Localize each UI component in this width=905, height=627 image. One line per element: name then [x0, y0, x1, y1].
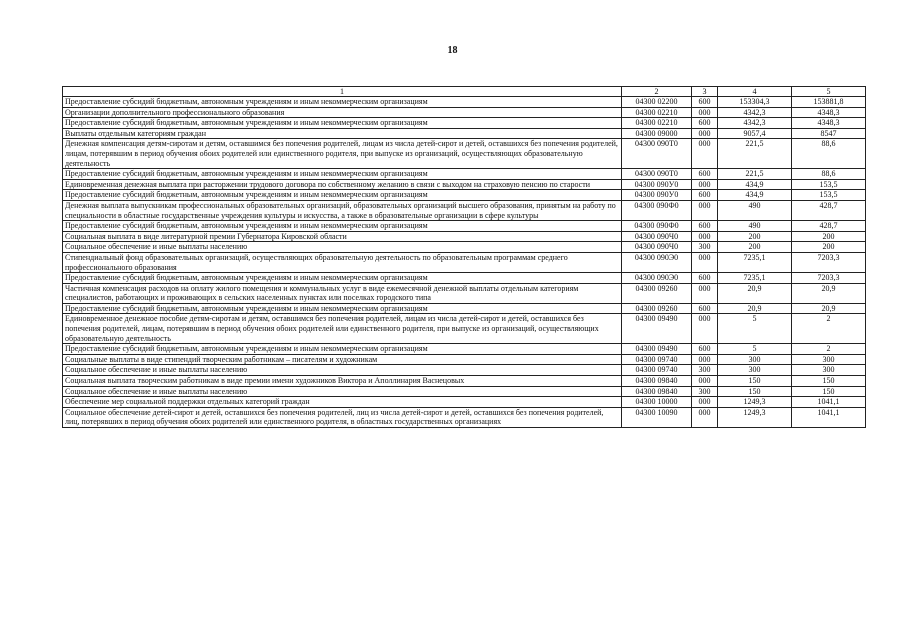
table-row	[63, 190, 866, 201]
table-row	[63, 344, 866, 355]
row-amount-col5-cell: 4348,3	[792, 118, 866, 129]
row-amount-col4-cell: 150	[718, 376, 792, 387]
row-name-cell: Денежная компенсация детям-сиротам и детям, оставшимся без попечения родителей, лицам из числа детей-сирот и детей, оставшихся без попечения родителей, лицам, потерявшим в период обучения обоих родителей или единственного родителя, при выпуске из организаций, осуществляющих образовательную деятельность	[63, 139, 622, 169]
row-type-cell: 000	[692, 128, 718, 139]
row-amount-col5-cell: 7203,3	[792, 273, 866, 284]
row-name-cell: Социальная выплата творческим работникам в виде премии имени художников Виктора и Аполлинария Васнецовых	[63, 376, 622, 387]
row-amount-col5-cell: 428,7	[792, 221, 866, 232]
row-amount-col4-cell: 4342,3	[718, 118, 792, 129]
row-type-cell: 000	[692, 376, 718, 387]
row-amount-col4-cell: 9057,4	[718, 128, 792, 139]
row-code-cell: 04300 090Ф0	[622, 200, 692, 220]
row-amount-col4-cell: 221,5	[718, 139, 792, 169]
row-code-cell: 04300 09000	[622, 128, 692, 139]
table-header-row	[63, 87, 866, 97]
row-code-cell: 04300 090Ч0	[622, 231, 692, 242]
row-name-cell: Предоставление субсидий бюджетным, автономным учреждениям и иным некоммерческим организациям	[63, 190, 622, 201]
row-name-cell: Социальное обеспечение и иные выплаты населению	[63, 242, 622, 253]
page-number: 18	[447, 45, 458, 56]
row-type-cell: 300	[692, 386, 718, 397]
row-amount-col4-cell: 490	[718, 200, 792, 220]
table-row	[63, 200, 866, 220]
table-row	[63, 314, 866, 344]
row-code-cell: 04300 090Э0	[622, 273, 692, 284]
row-type-cell: 600	[692, 97, 718, 108]
row-code-cell: 04300 09840	[622, 376, 692, 387]
row-amount-col4-cell: 434,9	[718, 190, 792, 201]
row-name-cell: Социальное обеспечение и иные выплаты населению	[63, 365, 622, 376]
table-row	[63, 283, 866, 303]
row-name-cell: Денежная выплата выпускникам профессиональных образовательных организаций, образовательных организаций высшего образования, принятым на работу по специальности в областные государственные учреждения культуры и искусства, а также в образовательные организации в сфере культуры	[63, 200, 622, 220]
row-amount-col5-cell: 4348,3	[792, 107, 866, 118]
row-amount-col4-cell: 200	[718, 242, 792, 253]
table-row	[63, 242, 866, 253]
row-amount-col4-cell: 1249,3	[718, 397, 792, 408]
table-row	[63, 397, 866, 408]
row-code-cell: 04300 09740	[622, 354, 692, 365]
column-header-3: 3	[692, 87, 718, 97]
row-type-cell: 000	[692, 107, 718, 118]
row-type-cell: 600	[692, 221, 718, 232]
row-amount-col5-cell: 2	[792, 314, 866, 344]
table-row	[63, 221, 866, 232]
table-row	[63, 365, 866, 376]
table-row	[63, 252, 866, 272]
row-code-cell: 04300 10090	[622, 407, 692, 427]
row-code-cell: 04300 09260	[622, 303, 692, 314]
row-code-cell: 04300 090У0	[622, 190, 692, 201]
row-name-cell: Стипендиальный фонд образовательных организаций, осуществляющих образовательную деятельность по образовательным программам среднего профессионального образования	[63, 252, 622, 272]
row-name-cell: Предоставление субсидий бюджетным, автономным учреждениям и иным некоммерческим организациям	[63, 344, 622, 355]
row-type-cell: 000	[692, 200, 718, 220]
table-row	[63, 139, 866, 169]
row-name-cell: Социальные выплаты в виде стипендий творческим работникам – писателям и художникам	[63, 354, 622, 365]
budget-table	[62, 86, 866, 428]
row-name-cell: Предоставление субсидий бюджетным, автономным учреждениям и иным некоммерческим организациям	[63, 97, 622, 108]
row-type-cell: 000	[692, 397, 718, 408]
row-amount-col4-cell: 490	[718, 221, 792, 232]
row-amount-col5-cell: 1041,1	[792, 407, 866, 427]
row-amount-col4-cell: 5	[718, 344, 792, 355]
column-header-5: 5	[792, 87, 866, 97]
row-code-cell: 04300 090Э0	[622, 252, 692, 272]
row-code-cell: 04300 09490	[622, 344, 692, 355]
row-amount-col5-cell: 428,7	[792, 200, 866, 220]
row-amount-col4-cell: 20,9	[718, 303, 792, 314]
row-amount-col4-cell: 300	[718, 354, 792, 365]
table-row	[63, 179, 866, 190]
row-amount-col5-cell: 153,5	[792, 190, 866, 201]
row-amount-col4-cell: 4342,3	[718, 107, 792, 118]
row-type-cell: 600	[692, 190, 718, 201]
row-code-cell: 04300 09490	[622, 314, 692, 344]
budget-table-body	[63, 87, 866, 428]
row-name-cell: Социальное обеспечение и иные выплаты населению	[63, 386, 622, 397]
row-type-cell: 600	[692, 303, 718, 314]
row-amount-col4-cell: 7235,1	[718, 252, 792, 272]
table-row	[63, 128, 866, 139]
table-row	[63, 386, 866, 397]
row-amount-col5-cell: 200	[792, 231, 866, 242]
row-amount-col4-cell: 20,9	[718, 283, 792, 303]
row-amount-col4-cell: 7235,1	[718, 273, 792, 284]
row-type-cell: 000	[692, 354, 718, 365]
table-row	[63, 376, 866, 387]
row-amount-col5-cell: 88,6	[792, 169, 866, 180]
row-type-cell: 600	[692, 273, 718, 284]
row-code-cell: 04300 090Ч0	[622, 242, 692, 253]
row-amount-col5-cell: 153,5	[792, 179, 866, 190]
row-amount-col4-cell: 300	[718, 365, 792, 376]
row-code-cell: 04300 09260	[622, 283, 692, 303]
row-code-cell: 04300 090Т0	[622, 139, 692, 169]
row-amount-col5-cell: 153881,8	[792, 97, 866, 108]
row-name-cell: Частичная компенсация расходов на оплату жилого помещения и коммунальных услуг в виде ежемесячной денежной выплаты отдельным категориям специалистов, работающих и проживающих в сельских населенных пунктах или поселках городского типа	[63, 283, 622, 303]
row-code-cell: 04300 090Ф0	[622, 221, 692, 232]
row-type-cell: 000	[692, 139, 718, 169]
row-amount-col5-cell: 300	[792, 365, 866, 376]
row-type-cell: 600	[692, 118, 718, 129]
column-header-1: 1	[63, 87, 622, 97]
row-type-cell: 300	[692, 365, 718, 376]
table-row	[63, 107, 866, 118]
row-type-cell: 000	[692, 283, 718, 303]
table-row	[63, 354, 866, 365]
row-type-cell: 300	[692, 242, 718, 253]
row-amount-col5-cell: 200	[792, 242, 866, 253]
row-amount-col5-cell: 150	[792, 376, 866, 387]
row-amount-col4-cell: 1249,3	[718, 407, 792, 427]
row-name-cell: Единовременное денежное пособие детям-сиротам и детям, оставшимся без попечения родителей, лицам из числа детей-сирот и детей, оставшихся без попечения родителей, лицам, потерявшим в период обучения обоих родителей или единственного родителя, при выпуске из организаций, осуществляющих образовательную деятельность	[63, 314, 622, 344]
row-amount-col4-cell: 221,5	[718, 169, 792, 180]
row-name-cell: Предоставление субсидий бюджетным, автономным учреждениям и иным некоммерческим организациям	[63, 169, 622, 180]
row-amount-col5-cell: 20,9	[792, 283, 866, 303]
row-amount-col4-cell: 5	[718, 314, 792, 344]
table-row	[63, 231, 866, 242]
row-code-cell: 04300 02200	[622, 97, 692, 108]
row-amount-col4-cell: 150	[718, 386, 792, 397]
row-type-cell: 000	[692, 179, 718, 190]
row-name-cell: Предоставление субсидий бюджетным, автономным учреждениям и иным некоммерческим организациям	[63, 273, 622, 284]
row-name-cell: Социальное обеспечение детей-сирот и детей, оставшихся без попечения родителей, лиц из числа детей-сирот и детей, оставшихся без попечения родителей, лиц, потерявших в период обучения обоих родителей или единственного родителя, в областных государственных организациях	[63, 407, 622, 427]
row-code-cell: 04300 02210	[622, 118, 692, 129]
column-header-2: 2	[622, 87, 692, 97]
row-type-cell: 600	[692, 169, 718, 180]
column-header-4: 4	[718, 87, 792, 97]
table-row	[63, 169, 866, 180]
row-amount-col5-cell: 20,9	[792, 303, 866, 314]
row-name-cell: Социальная выплата в виде литературной премии Губернатора Кировской области	[63, 231, 622, 242]
row-amount-col5-cell: 1041,1	[792, 397, 866, 408]
row-code-cell: 04300 090Т0	[622, 169, 692, 180]
row-amount-col4-cell: 434,9	[718, 179, 792, 190]
row-code-cell: 04300 09840	[622, 386, 692, 397]
row-amount-col5-cell: 7203,3	[792, 252, 866, 272]
row-amount-col4-cell: 153304,3	[718, 97, 792, 108]
row-name-cell: Выплаты отдельным категориям граждан	[63, 128, 622, 139]
row-amount-col5-cell: 150	[792, 386, 866, 397]
row-name-cell: Предоставление субсидий бюджетным, автономным учреждениям и иным некоммерческим организациям	[63, 221, 622, 232]
row-type-cell: 000	[692, 314, 718, 344]
table-row	[63, 303, 866, 314]
row-type-cell: 600	[692, 344, 718, 355]
table-row	[63, 118, 866, 129]
row-type-cell: 000	[692, 231, 718, 242]
row-code-cell: 04300 02210	[622, 107, 692, 118]
row-name-cell: Предоставление субсидий бюджетным, автономным учреждениям и иным некоммерческим организациям	[63, 303, 622, 314]
table-row	[63, 97, 866, 108]
row-type-cell: 000	[692, 252, 718, 272]
row-name-cell: Предоставление субсидий бюджетным, автономным учреждениям и иным некоммерческим организациям	[63, 118, 622, 129]
row-amount-col4-cell: 200	[718, 231, 792, 242]
table-row	[63, 407, 866, 427]
row-type-cell: 000	[692, 407, 718, 427]
row-code-cell: 04300 090У0	[622, 179, 692, 190]
row-code-cell: 04300 09740	[622, 365, 692, 376]
row-code-cell: 04300 10000	[622, 397, 692, 408]
row-amount-col5-cell: 88,6	[792, 139, 866, 169]
row-amount-col5-cell: 8547	[792, 128, 866, 139]
table-row	[63, 273, 866, 284]
row-name-cell: Обеспечение мер социальной поддержки отдельных категорий граждан	[63, 397, 622, 408]
row-amount-col5-cell: 300	[792, 354, 866, 365]
row-name-cell: Организации дополнительного профессионального образования	[63, 107, 622, 118]
row-name-cell: Единовременная денежная выплата при расторжении трудового договора по собственному желанию в связи с выходом на страховую пенсию по старости	[63, 179, 622, 190]
row-amount-col5-cell: 2	[792, 344, 866, 355]
